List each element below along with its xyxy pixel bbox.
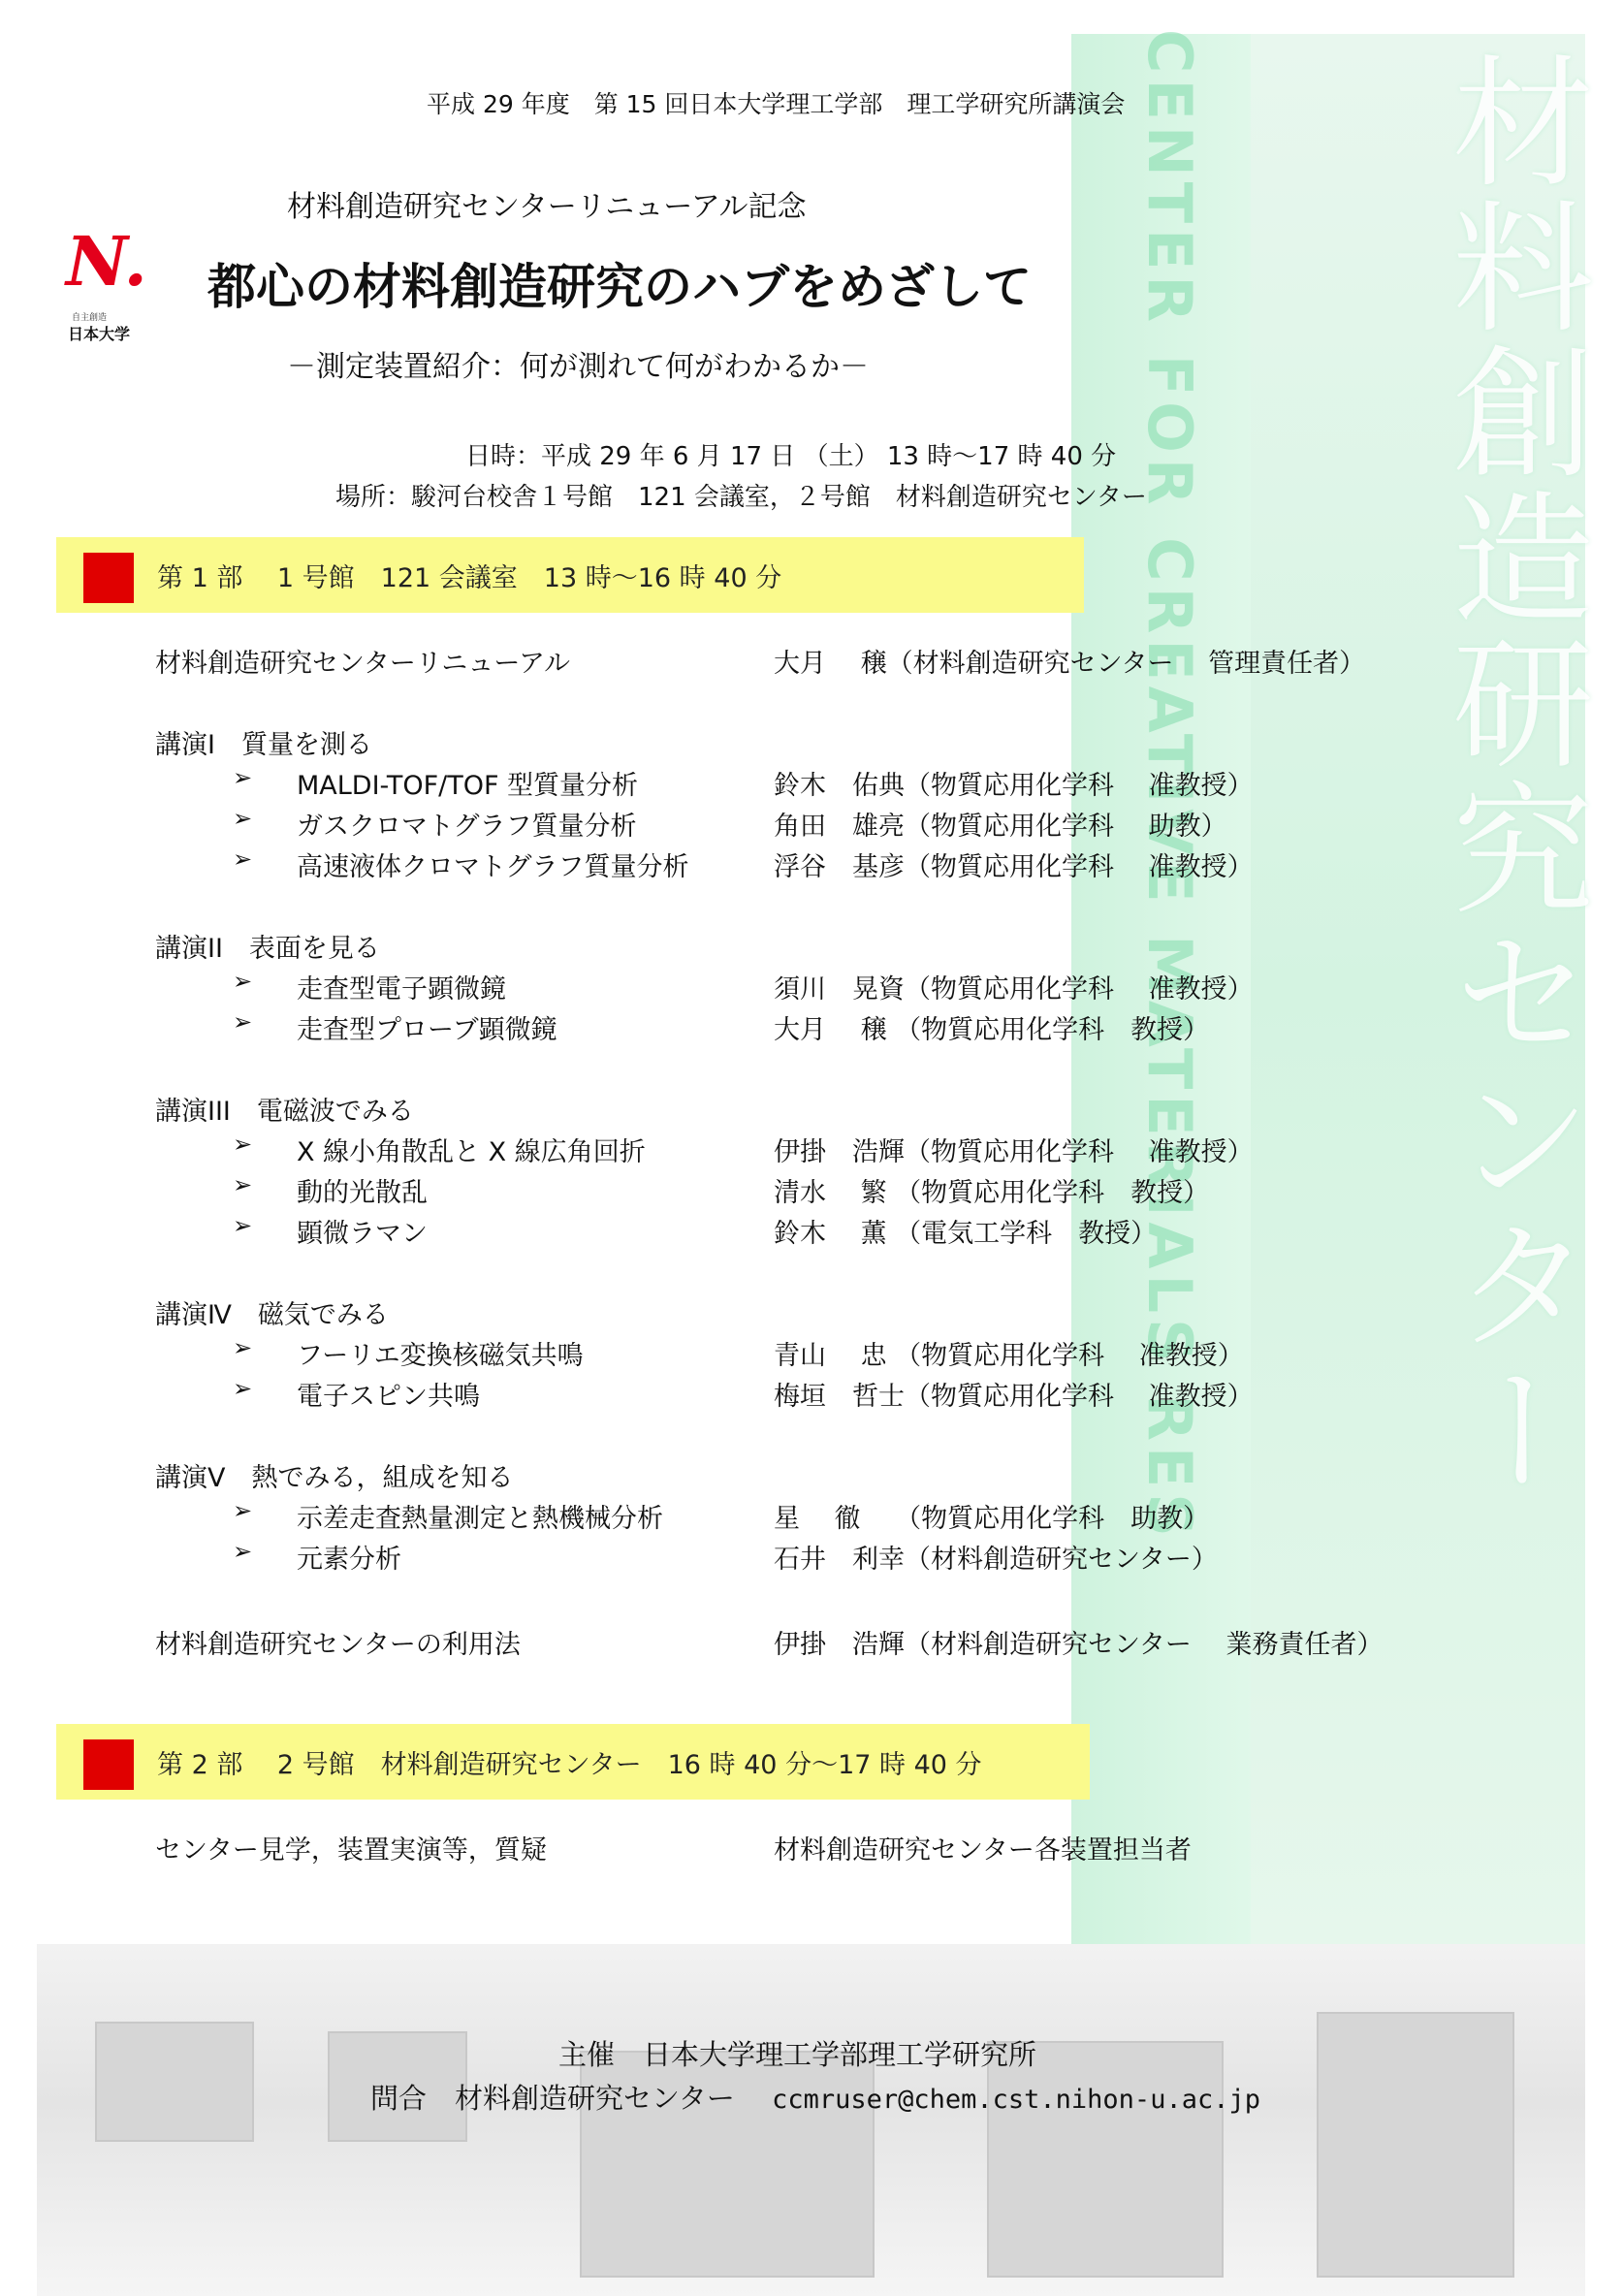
lecture-item-name: フーリエ変換核磁気共鳴 bbox=[297, 1341, 584, 1371]
lecture-item-name: 動的光散乱 bbox=[297, 1178, 428, 1208]
lecture-item-speaker: 石井 利幸（材料創造研究センター） bbox=[774, 1545, 1218, 1575]
event-place: 場所：駿河台校舎１号館 121 会議室，２号館 材料創造研究センター bbox=[335, 483, 1147, 512]
renewal-intro-speaker: 大月 穣（材料創造研究センター 管理責任者） bbox=[774, 649, 1366, 679]
lecture-item-speaker: 星 徹 （物質応用化学科 助教） bbox=[774, 1504, 1210, 1534]
lecture-item-speaker: 角田 雄亮（物質応用化学科 助教） bbox=[774, 812, 1227, 842]
event-header: 平成 29 年度 第 15 回日本大学理工学部 理工学研究所講演会 bbox=[427, 90, 1126, 118]
arrow-bullet-icon: ➢ bbox=[233, 1334, 253, 1361]
tagline: －測定装置紹介：何が測れて何がわかるか－ bbox=[287, 350, 869, 384]
lecture-item-name: 走査型プローブ顕微鏡 bbox=[297, 1015, 557, 1045]
lecture-item-name: 示差走査熱量測定と熱機械分析 bbox=[297, 1504, 663, 1534]
contact-email-link[interactable]: ccmruser@chem.cst.nihon-u.ac.jp bbox=[772, 2085, 1260, 2115]
lecture-item-speaker: 鈴木 薫 （電気工学科 教授） bbox=[774, 1219, 1158, 1249]
photo-cabinet-shape bbox=[1317, 2012, 1514, 2278]
contact-line bbox=[370, 2077, 1260, 2117]
renewal-subtitle: 材料創造研究センターリニューアル記念 bbox=[287, 190, 807, 224]
contact-label: 問合 材料創造研究センター bbox=[370, 2082, 735, 2115]
arrow-bullet-icon: ➢ bbox=[233, 1538, 253, 1565]
renewal-intro-title: 材料創造研究センターリニューアル bbox=[155, 649, 570, 679]
background-lab-photo bbox=[37, 1944, 1585, 2296]
lecture-item-speaker: 須川 晃資（物質応用化学科 准教授） bbox=[774, 974, 1254, 1004]
arrow-bullet-icon: ➢ bbox=[233, 1171, 253, 1198]
lecture-4-title: 講演Ⅳ 磁気でみる bbox=[155, 1300, 389, 1330]
background-vertical-english-text: CENTER FOR CREATIVE MATERIALS RES bbox=[1134, 29, 1205, 1543]
arrow-bullet-icon: ➢ bbox=[233, 968, 253, 995]
lecture-5-title: 講演Ⅴ 熱でみる，組成を知る bbox=[155, 1463, 514, 1493]
page-title: 都心の材料創造研究のハブをめざして bbox=[207, 259, 1032, 315]
lecture-item-speaker: 清水 繁 （物質応用化学科 教授） bbox=[774, 1178, 1210, 1208]
arrow-bullet-icon: ➢ bbox=[233, 1212, 253, 1239]
lecture-item-name: 電子スピン共鳴 bbox=[297, 1382, 480, 1412]
lecture-2-title: 講演ⅠⅠ 表面を見る bbox=[155, 934, 380, 964]
lecture-item-name: X 線小角散乱と X 線広角回折 bbox=[297, 1137, 646, 1167]
event-date: 日時：平成 29 年 6 月 17 日 （土） 13 時～17 時 40 分 bbox=[465, 442, 1117, 471]
part2-activity: センター見学，装置実演等，質疑 bbox=[155, 1835, 547, 1866]
lecture-3-title: 講演ⅠⅠⅠ 電磁波でみる bbox=[155, 1097, 414, 1127]
lecture-item-name: 走査型電子顕微鏡 bbox=[297, 974, 506, 1004]
lecture-item-name: ガスクロマトグラフ質量分析 bbox=[297, 812, 637, 842]
lecture-1-title: 講演Ⅰ 質量を測る bbox=[155, 730, 372, 760]
red-square-marker bbox=[83, 1739, 134, 1790]
arrow-bullet-icon: ➢ bbox=[233, 1131, 253, 1158]
lecture-item-speaker: 浮谷 基彦（物質応用化学科 准教授） bbox=[774, 852, 1254, 882]
organizer: 主催 日本大学理工学部理工学研究所 bbox=[558, 2038, 1037, 2071]
lecture-item-name: MALDI-TOF/TOF 型質量分析 bbox=[297, 771, 639, 801]
lecture-item-speaker: 青山 忠 （物質応用化学科 准教授） bbox=[774, 1341, 1244, 1371]
arrow-bullet-icon: ➢ bbox=[233, 805, 253, 832]
usage-title: 材料創造研究センターの利用法 bbox=[155, 1630, 521, 1660]
arrow-bullet-icon: ➢ bbox=[233, 1375, 253, 1402]
arrow-bullet-icon: ➢ bbox=[233, 845, 253, 873]
logo-mark: N. bbox=[66, 221, 147, 302]
lecture-item-speaker: 鈴木 佑典（物質応用化学科 准教授） bbox=[774, 771, 1254, 801]
logo-motto: 自主創造 bbox=[72, 313, 108, 323]
lecture-item-name: 元素分析 bbox=[297, 1545, 401, 1575]
nihon-university-logo bbox=[66, 221, 163, 347]
part2-staff: 材料創造研究センター各装置担当者 bbox=[774, 1835, 1192, 1866]
lecture-item-speaker: 伊掛 浩輝（物質応用化学科 准教授） bbox=[774, 1137, 1254, 1167]
arrow-bullet-icon: ➢ bbox=[233, 1008, 253, 1036]
logo-university-name: 日本大学 bbox=[68, 325, 131, 343]
lecture-item-name: 顕微ラマン bbox=[297, 1219, 428, 1249]
part1-label: 第 1 部 1 号館 121 会議室 13 時～16 時 40 分 bbox=[157, 563, 782, 593]
lecture-item-speaker: 大月 穣 （物質応用化学科 教授） bbox=[774, 1015, 1210, 1045]
red-square-marker bbox=[83, 553, 134, 603]
usage-speaker: 伊掛 浩輝（材料創造研究センター 業務責任者） bbox=[774, 1630, 1384, 1660]
lecture-item-speaker: 梅垣 哲士（物質応用化学科 准教授） bbox=[774, 1382, 1254, 1412]
photo-monitor-shape bbox=[95, 2022, 254, 2142]
arrow-bullet-icon: ➢ bbox=[233, 764, 253, 791]
arrow-bullet-icon: ➢ bbox=[233, 1497, 253, 1524]
lecture-item-name: 高速液体クロマトグラフ質量分析 bbox=[297, 852, 689, 882]
part1-banner bbox=[56, 537, 1084, 613]
part2-label: 第 2 部 2 号館 材料創造研究センター 16 時 40 分～17 時 40 分 bbox=[157, 1750, 982, 1780]
background-vertical-japanese-text: 材料創造研究センター bbox=[1428, 48, 1593, 1503]
part2-banner bbox=[56, 1724, 1090, 1800]
